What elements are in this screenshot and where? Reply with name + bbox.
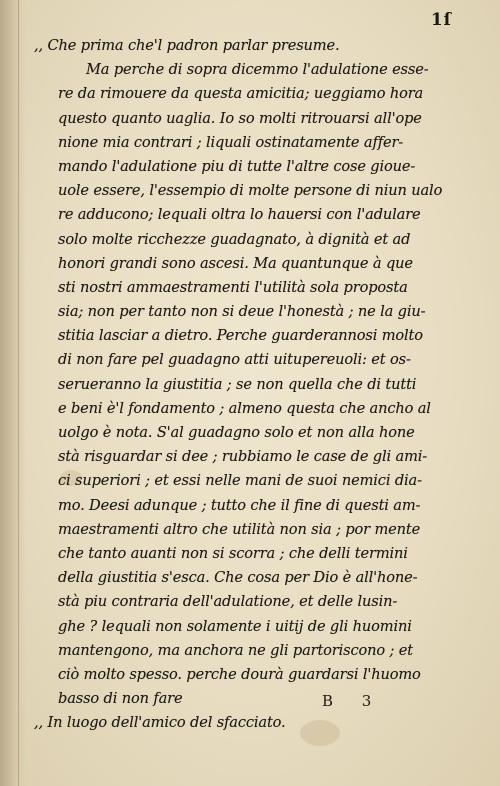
text-line: ciò molto spesso. perche dourà guardarsi l'huomo xyxy=(58,665,421,683)
text-line: mo. Deesi adunque ; tutto che il fine di questi am- xyxy=(58,496,421,514)
text-line: questo quanto uaglia. Io so molti ritrouarsi all'ope xyxy=(58,109,422,127)
text-line: che tanto auanti non si scorra ; che delli termini xyxy=(58,544,408,562)
text-line: ghe ? lequali non solamente i uitij de gli huomini xyxy=(58,617,412,635)
text-line: honori grandi sono ascesi. Ma quantunque à que xyxy=(58,254,413,272)
text-line: Ma perche di sopra dicemmo l'adulatione esse- xyxy=(86,61,429,79)
text-line: sia; non per tanto non si deue l'honestà ; ne la giu- xyxy=(58,303,426,321)
text-line: stà risguardar si dee ; rubbiamo le case de gli ami- xyxy=(58,448,428,466)
page-number: 1ſ xyxy=(430,10,452,30)
text-line: sti nostri ammaestramenti l'utilità sola proposta xyxy=(58,278,408,296)
text-line: nione mia contrari ; liquali ostinatamente affer- xyxy=(58,133,404,151)
text-block xyxy=(34,34,443,735)
text-line: re adducono; lequali oltra lo hauersi con l'adulare xyxy=(58,206,421,224)
text-line: stitia lasciar a dietro. Perche guarderannosi molto xyxy=(58,327,423,345)
text-line: basso di non fare xyxy=(58,690,183,708)
text-line: uolgo è nota. S'al guadagno solo et non alla hone xyxy=(58,424,415,441)
text-line: re da rimouere da questa amicitia; ueggiamo hora xyxy=(58,85,424,103)
section-heading: ,, In luogo dell'amico del sfacciato. xyxy=(34,714,286,732)
text-line: stà piu contraria dell'adulatione, et delle lusin- xyxy=(58,593,398,611)
text-line: ci superiori ; et essi nelle mani de suoi nemici dia- xyxy=(58,472,422,490)
text-line: uole essere, l'essempio di molte persone di niun ualo xyxy=(58,182,443,200)
binding-edge xyxy=(18,0,19,786)
text-line: maestramenti altro che utilità non sia ; por mente xyxy=(58,520,421,538)
page-gutter xyxy=(0,0,26,786)
text-line: serueranno la giustitia ; se non quella che di tutti xyxy=(58,375,417,393)
text-line: mantengono, ma anchora ne gli partoriscono ; et xyxy=(58,641,413,659)
text-line: mando l'adulatione piu di tutte l'altre cose gioue- xyxy=(58,157,416,175)
text-line: della giustitia s'esca. Che cosa per Dio è all'hone- xyxy=(58,569,418,587)
text-line: ,, Che prima che'l padron parlar presume. xyxy=(34,37,340,54)
text-line: e beni è'l fondamento ; almeno questa che ancho al xyxy=(58,399,431,417)
text-line: di non fare pel guadagno atti uitupereuoli: et os- xyxy=(58,351,411,369)
text-line: solo molte ricchezze guadagnato, à dignità et ad xyxy=(58,230,411,248)
signature-mark: B 3 xyxy=(322,692,384,710)
